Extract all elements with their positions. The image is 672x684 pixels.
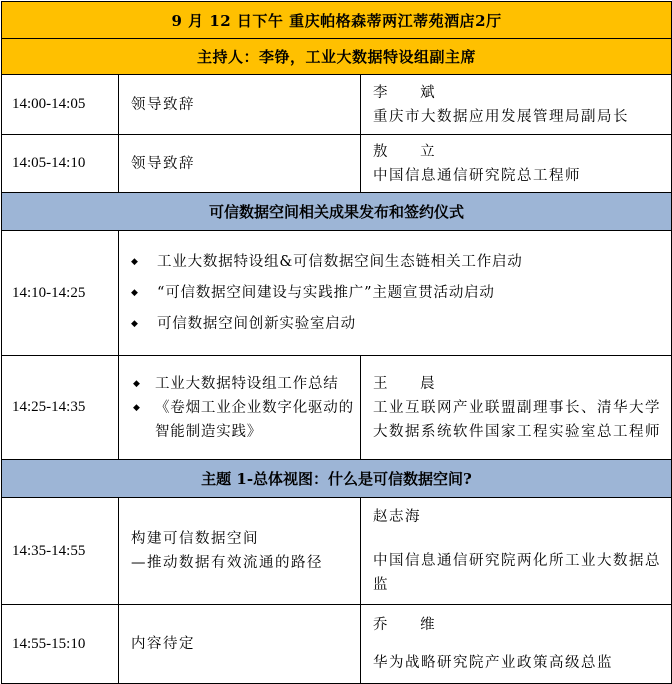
table-row — [2, 135, 672, 193]
table-row — [2, 498, 672, 605]
list-item: ◆ 可信数据空间创新实验室启动 — [119, 309, 671, 340]
topic: 领导致辞 — [119, 75, 361, 135]
time-slot: 14:10-14:25 — [2, 231, 119, 356]
list-item: ◆ 工业大数据特设组工作总结 — [119, 372, 360, 396]
diamond-bullet-icon: ◆ — [131, 256, 139, 267]
speaker-title: 中国信息通信研究院两化所工业大数据总监 — [373, 553, 661, 593]
time-slot: 14:25-14:35 — [2, 356, 119, 460]
time-slot: 14:00-14:05 — [2, 75, 119, 135]
table-row — [2, 75, 672, 135]
time-slot: 14:05-14:10 — [2, 135, 119, 193]
topic-cell — [119, 498, 361, 605]
bullet-list-cell — [119, 356, 361, 460]
topic: 领导致辞 — [119, 135, 361, 193]
section-heading: 主题 1-总体视图：什么是可信数据空间? — [2, 460, 672, 498]
speaker-title: 中国信息通信研究院总工程师 — [373, 167, 581, 184]
diamond-bullet-icon: ◆ — [133, 378, 141, 389]
diamond-bullet-icon: ◆ — [133, 402, 141, 413]
speaker-name: 王 晨 — [373, 375, 449, 392]
speaker-title: 工业互联网产业联盟副理事长、清华大学大数据系统软件国家工程实验室总工程师 — [373, 399, 661, 440]
speaker-cell — [361, 75, 672, 135]
speaker-cell — [361, 135, 672, 193]
speaker-cell — [361, 498, 672, 605]
agenda-table — [1, 1, 672, 684]
topic: 构建可信数据空间 — [131, 531, 259, 547]
speaker-title: 华为战略研究院产业政策高级总监 — [373, 655, 613, 671]
speaker-title: 重庆市大数据应用发展管理局副局长 — [373, 108, 629, 125]
speaker-cell — [361, 356, 672, 460]
speaker-name: 李 斌 — [373, 84, 449, 101]
session-host: 主持人：李铮，工业大数据特设组副主席 — [2, 39, 672, 75]
diamond-bullet-icon: ◆ — [131, 318, 139, 329]
bullet-list — [119, 372, 360, 444]
bullet-list — [119, 247, 671, 340]
table-row — [2, 356, 672, 460]
list-item: ◆ “可信数据空间建设与实践推广”主题宣贯活动启动 — [119, 278, 671, 309]
topic: 内容待定 — [119, 605, 361, 684]
speaker-name: 赵志海 — [373, 509, 421, 525]
list-item: ◆ 《卷烟工业企业数字化驱动的智能制造实践》 — [119, 396, 360, 444]
list-item: ◆ 工业大数据特设组&可信数据空间生态链相关工作启动 — [119, 247, 671, 278]
table-row — [2, 231, 672, 356]
speaker-name: 乔 维 — [373, 617, 449, 633]
speaker-name: 敖 立 — [373, 143, 449, 160]
section-heading: 可信数据空间相关成果发布和签约仪式 — [2, 193, 672, 231]
session-title: 9 月 12 日下午 重庆帕格森蒂两江蒂苑酒店2厅 — [2, 2, 672, 39]
diamond-bullet-icon: ◆ — [131, 287, 139, 298]
topic-subtitle: —推动数据有效流通的路径 — [131, 555, 323, 571]
time-slot: 14:55-15:10 — [2, 605, 119, 684]
table-row — [2, 605, 672, 684]
speaker-cell — [361, 605, 672, 684]
time-slot: 14:35-14:55 — [2, 498, 119, 605]
bullet-list-cell — [119, 231, 672, 356]
